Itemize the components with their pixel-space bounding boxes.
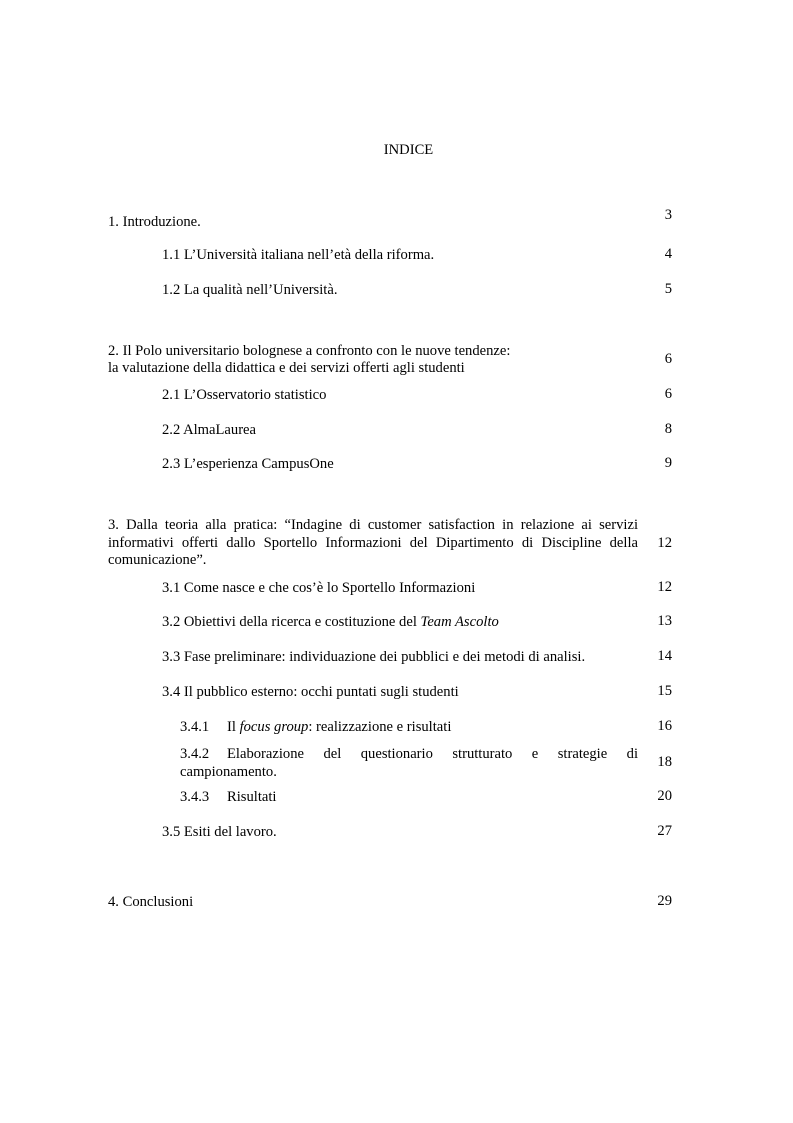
toc-page-number: 12: [657, 535, 672, 551]
toc-entry-number: 3.4.2: [180, 746, 210, 762]
toc-page-number: 5: [664, 281, 672, 297]
toc-page-number: 3: [664, 207, 672, 223]
toc-page-number: 16: [657, 718, 672, 734]
toc-entry-text: [180, 719, 451, 737]
toc-entry-text: 3.1 Come nasce e che cos’è lo Sportello Informazioni: [162, 580, 476, 596]
toc-entry-number: 3.4.3: [180, 789, 210, 805]
toc-entry-text-italic: focus group: [239, 719, 309, 735]
toc-entry-text: 3. Dalla teoria alla pratica: “Indagine di customer satisfaction in relazione ai servizi informativi offerti dallo Sportello Informazioni del Dipartimento di Discipline della comunicazione”.: [108, 517, 638, 568]
toc-entry-text: [162, 614, 499, 632]
toc-page-number: 6: [664, 386, 672, 402]
toc-page-number: 4: [664, 246, 672, 262]
toc-entry-text: 2.1 L’Osservatorio statistico: [162, 387, 327, 403]
toc-page-number: 18: [657, 754, 672, 770]
toc-entry-text: 1.1 L’Università italiana nell’età della riforma.: [162, 247, 435, 263]
page-title: INDICE: [383, 142, 434, 158]
toc-page-number: 29: [657, 893, 672, 909]
toc-entry-text-italic: Team Ascolto: [420, 614, 499, 630]
toc-entry-text: 4. Conclusioni: [108, 894, 194, 910]
toc-entry-text-plain: Elaborazione del questionario strutturato e strategie di campionamento.: [180, 746, 638, 780]
toc-page-number: 27: [657, 823, 672, 839]
toc-entry-text: [180, 789, 276, 807]
toc-page-number: 6: [664, 351, 672, 367]
toc-entry-number: 3.4.1: [180, 719, 210, 735]
toc-page-number: 8: [664, 421, 672, 437]
toc-entry-text: [180, 745, 638, 781]
toc-page-number: 12: [657, 579, 672, 595]
toc-page-number: 13: [657, 613, 672, 629]
toc-entry-text: 2.3 L’esperienza CampusOne: [162, 456, 334, 472]
toc-page-number: 14: [657, 648, 672, 664]
toc-entry-text: 1. Introduzione.: [108, 214, 201, 230]
toc-entry-text: 3.5 Esiti del lavoro.: [162, 824, 277, 840]
toc-entry-text: 1.2 La qualità nell’Università.: [162, 282, 338, 298]
toc-entry-text-line1: 2. Il Polo universitario bolognese a confronto con le nuove tendenze:: [108, 343, 511, 359]
toc-entry-text-plain: Risultati: [227, 789, 277, 805]
toc-entry-text-plain: : realizzazione e risultati: [308, 719, 452, 735]
toc-entry-text-line2: la valutazione della didattica e dei servizi offerti agli studenti: [108, 360, 465, 376]
toc-page-number: 20: [657, 788, 672, 804]
toc-entry-text-plain: 3.2 Obiettivi della ricerca e costituzione del: [162, 614, 421, 630]
toc-entry-text: 3.4 Il pubblico esterno: occhi puntati sugli studenti: [162, 684, 459, 700]
toc-page-number: 9: [664, 455, 672, 471]
toc-page-number: 15: [657, 683, 672, 699]
toc-entry-text: 2.2 AlmaLaurea: [162, 422, 257, 438]
toc-entry-text: 3.3 Fase preliminare: individuazione dei pubblici e dei metodi di analisi.: [162, 649, 586, 665]
toc-entry-text-plain: Il: [227, 719, 240, 735]
